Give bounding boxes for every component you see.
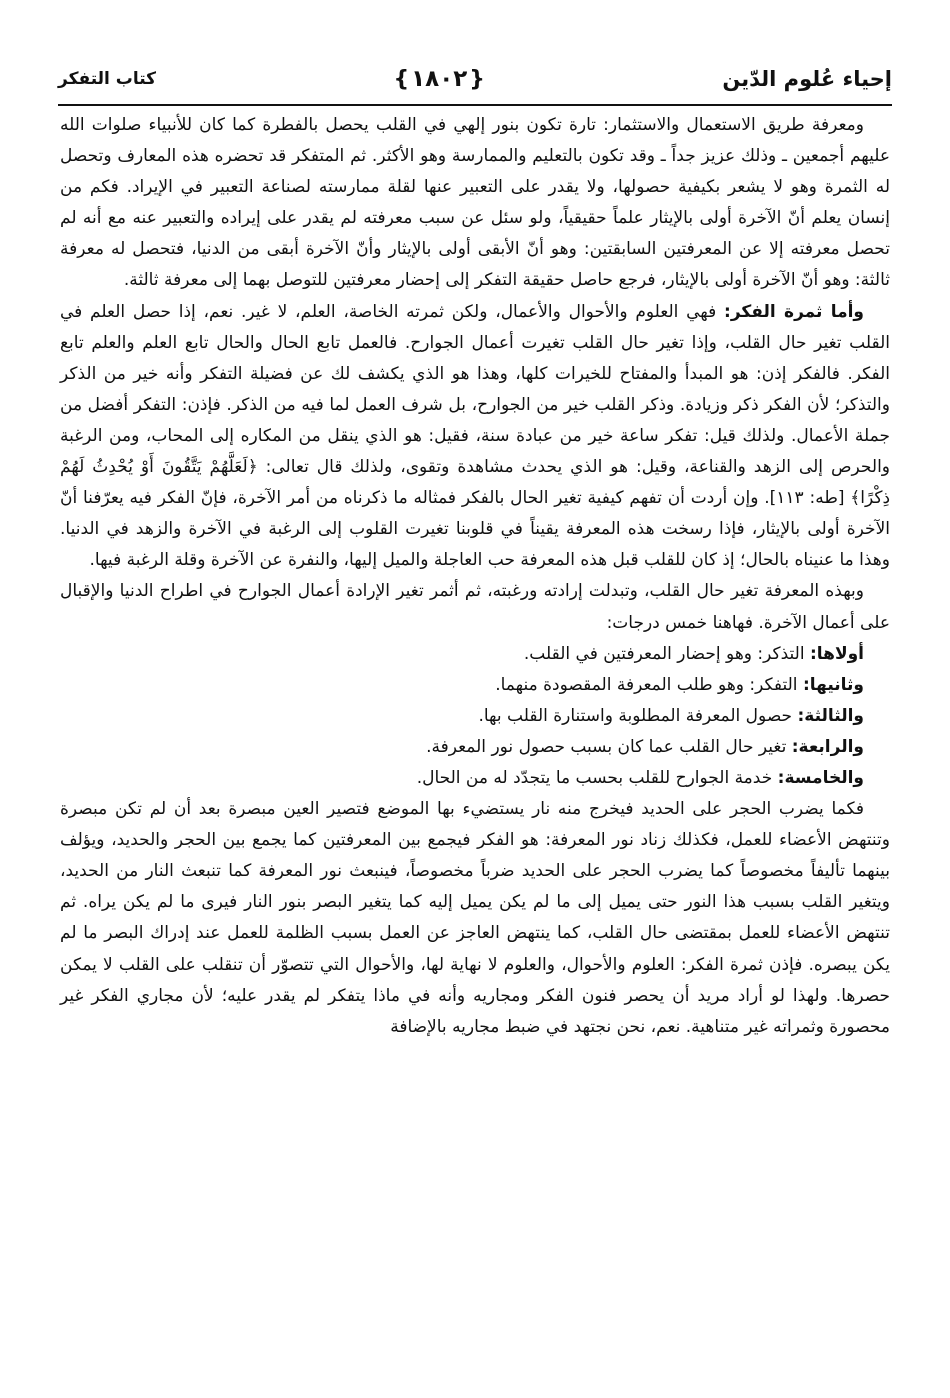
ornament-left-icon: { <box>393 66 410 92</box>
degree-label: أولاها: <box>809 643 864 664</box>
degree-label: والخامسة: <box>777 767 864 788</box>
paragraph-3: وبهذه المعرفة تغير حال القلب، وتبدلت إرادته ورغبته، ثم أثمر تغير الإرادة أعمال الجوارح في اطراح الدنيا والإقبال على أعمال الآخرة. فهاهنا خمس درجات: <box>60 581 890 633</box>
degree-text: التفكر: وهو طلب المعرفة المقصودة منهما. <box>495 674 803 695</box>
degree-item <box>60 763 864 794</box>
paragraph-2-rest: [طه: ١١٣]. وإن أردت أن تفهم كيفية تغير الحال بالفكر فمثاله ما ذكرناه من أمر الآخرة، فإنّ الفكر فيه يعرّفنا أنّ الآخرة أولى بالإيثار، فإذا رسخت هذه المعرفة يقيناً في قلوبنا تغيرت القلوب إلى الرغبة في الآخرة والزهد في الدنيا. وهذا ما عنيناه بالحال؛ إذ كان للقلب قبل هذه المعرفة حب العاجلة والميل إليها، والنفرة عن الآخرة وقلة الرغبة فيها. <box>60 488 890 571</box>
paragraph-2-heading: وأما ثمرة الفكر: <box>724 301 864 322</box>
paragraph-4: فكما يضرب الحجر على الحديد فيخرج منه نار يستضيء بها الموضع فتصير العين مبصرة بعد أن لم تكن مبصرة وتنتهض الأعضاء للعمل، فكذلك زناد نور المعرفة: هو الفكر فيجمع بين المعرفتين كما يجمع بين الحجر والحديد، ويؤلف بينهما تأليفاً مخصوصاً كما يضرب الحجر على الحديد ضرباً مخصوصاً، فينبعث نور المعرفة كما تنبعث النار من الحديد، ويتغير القلب بسبب هذا النور حتى يميل إلى ما لم يكن يميل إليه كما يتغير البصر بنور النار فيرى ما لم يكن يراه. ثم تنتهض الأعضاء للعمل بمقتضى حال القلب، كما ينتهض العاجز عن العمل بسبب الظلمة للعمل عند إدراك البصر ما لم يكن يبصره. فإذن ثمرة الفكر: العلوم والأحوال، والعلوم لا نهاية لها، والأحوال التي تتصوّر أن تنقلب على القلب لا يمكن حصرها. ولهذا لو أراد مريد أن يحصر فنون الفكر ومجاريه وأنه في ماذا يتفكر لم يقدر عليه؛ لأن مجاري الفكر غير محصورة وثمراته غير متناهية. نعم، نحن نجتهد في ضبط مجاريه بالإضافة <box>60 799 890 1037</box>
degree-item <box>60 670 864 701</box>
degree-item <box>60 639 864 670</box>
degree-label: والرابعة: <box>791 736 864 757</box>
paragraph-2-text: فهي العلوم والأحوال والأعمال، ولكن ثمرته الخاصة، العلم، لا غير. نعم، إذا حصل العلم في القلب تغير حال القلب، وإذا تغير حال القلب تغيرت أعمال الجوارح. فالعمل تابع الحال والحال تابع العلم والعلم تابع الفكر. فالفكر إذن: هو المبدأ والمفتاح للخيرات كلها، وهذا هو الذي يكشف لك عن فضيلة التفكر وأنه خير من الذكر والتذكر؛ لأن الفكر ذكر وزيادة. وذكر القلب خير من الجوارح، بل شرف العمل لما فيه من الذكر. فإذن: التفكر أفضل من جملة الأعمال. ولذلك قيل: تفكر ساعة خير من عبادة سنة، فقيل: هو الذي ينقل من المكاره إلى المحاب، ومن الرغبة والحرص إلى الزهد والقناعة، وقيل: هو الذي يحدث مشاهدة وتقوى، ولذلك قال تعالى: <box>60 301 890 478</box>
page-number-block <box>393 66 485 92</box>
page-body <box>60 110 890 1043</box>
degree-item <box>60 701 864 732</box>
degree-text: تغير حال القلب عما كان بسبب حصول نور المعرفة. <box>426 736 792 757</box>
ornament-right-icon: } <box>469 66 485 92</box>
page-header <box>58 58 892 100</box>
degree-text: خدمة الجوارح للقلب بحسب ما يتجدّد له من الحال. <box>416 767 778 788</box>
chapter-title: كتاب التفكر <box>58 69 157 89</box>
degree-label: والثالثة: <box>797 705 864 726</box>
header-rule <box>58 104 892 106</box>
degree-label: وثانيها: <box>802 674 864 695</box>
paragraph-2 <box>60 297 890 577</box>
quran-verse: ﴿لَعَلَّهُمْ يَتَّقُونَ أَوْ يُحْدِثُ لَهُمْ ذِكْرًا﴾ <box>60 457 891 509</box>
paragraph-1: ومعرفة طريق الاستعمال والاستثمار: تارة تكون بنور إلهي في القلب يحصل بالفطرة كما كان للأنبياء صلوات الله عليهم أجمعين ـ وذلك عزيز جداً ـ وقد تكون بالتعليم والممارسة وهو الأكثر. ثم المتفكر قد تحضره هذه المعارف وتحصل له الثمرة وهو لا يشعر بكيفية حصولها، ولا يقدر على التعبير عنها لقلة ممارسته لصناعة التعبير في الإيراد. فكم من إنسان يعلم أنّ الآخرة أولى بالإيثار علماً حقيقياً، ولو سئل عن سبب معرفته لم يقدر على إيراده والتعبير عنه مع أنه لم تحصل معرفته إلا عن المعرفتين السابقتين: وهو أنّ الأبقى أولى بالإيثار وأنّ الآخرة أبقى من الدنيا، فتحصل له معرفة ثالثة: وهو أنّ الآخرة أولى بالإيثار، فرجع حاصل حقيقة التفكر إلى إحضار معرفتين للتوصل بهما إلى معرفة ثالثة. <box>60 115 890 291</box>
degrees-list <box>60 639 890 794</box>
page-number: ١٨٠٢ <box>411 66 468 92</box>
degree-text: التذكر: وهو إحضار المعرفتين في القلب. <box>523 643 810 664</box>
degree-text: حصول المعرفة المطلوبة واستنارة القلب بها. <box>478 705 798 726</box>
book-title: إحياء عُلوم الدّين <box>722 67 892 91</box>
degree-item <box>60 732 864 763</box>
